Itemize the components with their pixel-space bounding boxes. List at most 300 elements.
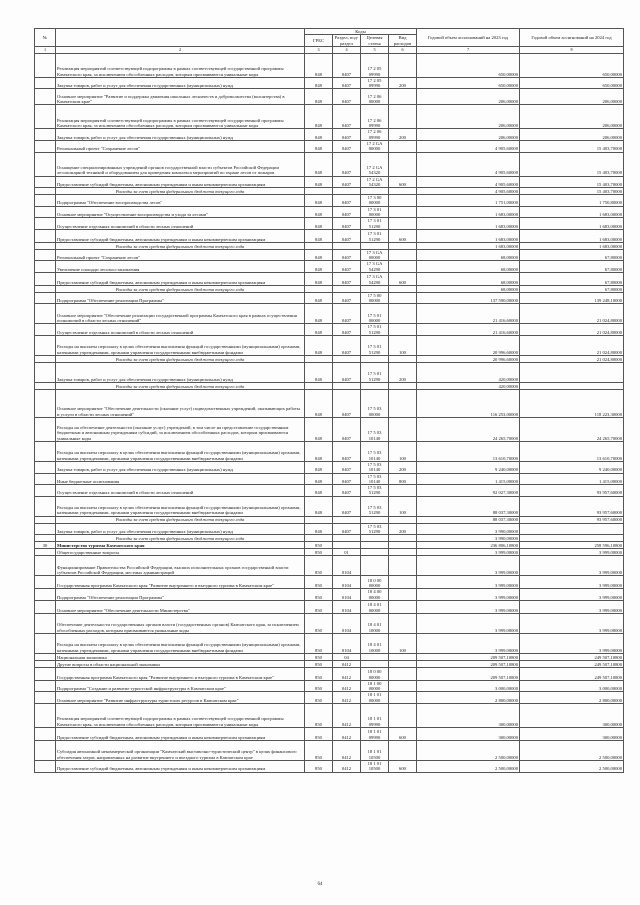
row-target: 17 5 01 51290 [361,336,389,356]
row-amount-2023: 116 253,00000 [417,390,520,418]
table-row [35,304,624,324]
header-name [56,29,305,47]
row-amount-2024: 67,80000 [520,272,624,285]
row-amount-2024: 1 683,00000 [520,218,624,230]
row-amount-2024: 249 507,10800 [520,653,624,660]
row-number [35,740,56,760]
row-amount-2024 [520,383,624,390]
row-name: Расходы за счет средств федерального бюджета текущего года [56,535,305,542]
row-target: 17 5 03 10140 [361,418,389,442]
row-name: Министерство туризма Камчатского края [56,542,305,549]
row-amount-2023: 206,00000 [417,105,520,129]
row-amount-2024 [520,523,624,535]
row-grbs: 850 [305,613,333,633]
row-section: 0407 [333,218,361,230]
table-row [35,692,624,704]
row-grbs: 848 [305,206,333,218]
table-row [35,589,624,601]
index-cell: 6 [389,46,417,53]
table-row [35,129,624,141]
table-row [35,218,624,230]
row-number [35,188,56,195]
row-amount-2024: 93 957,60000 [520,485,624,497]
row-exp-type [389,576,417,589]
row-name: Расходы за счет средств федерального бюджета текущего года [56,188,305,195]
row-name: Осуществление отдельных полномочий в области лесных отношений [56,485,305,497]
row-amount-2024: 67,80000 [520,261,624,273]
row-target [361,535,389,542]
row-amount-2023: 1 683,00000 [417,218,520,230]
row-amount-2024: 139 248,10000 [520,292,624,304]
row-number [35,261,56,273]
row-amount-2024: 1 415,00000 [520,473,624,485]
row-number [35,760,56,772]
row-exp-type: 100 [389,496,417,516]
row-amount-2024: 2 800,00000 [520,692,624,704]
row-exp-type [389,195,417,207]
row-number [35,89,56,105]
row-amount-2024: 1 683,00000 [520,206,624,218]
index-cell: 2 [56,46,305,53]
row-target [361,242,389,249]
row-amount-2024: 21 024,80000 [520,324,624,336]
row-exp-type [389,152,417,176]
row-section: 0407 [333,304,361,324]
row-amount-2024: 1 683,00000 [520,242,624,249]
row-grbs: 848 [305,304,333,324]
row-target [361,356,389,363]
row-section: 0407 [333,485,361,497]
table-row [35,653,624,660]
row-amount-2024: 249 507,10800 [520,660,624,667]
row-amount-2023: 13 610,70000 [417,442,520,462]
row-amount-2024: 3 999,00000 [520,556,624,576]
row-section: 0407 [333,496,361,516]
row-amount-2024: 3 000,00000 [520,680,624,692]
row-grbs: 848 [305,496,333,516]
row-amount-2023: 3 999,00000 [417,576,520,589]
row-amount-2024: 93 957,60000 [520,496,624,516]
row-section: 0407 [333,249,361,261]
row-grbs [305,535,333,542]
row-grbs: 850 [305,542,333,549]
table-row [35,613,624,633]
row-number [35,304,56,324]
row-grbs: 848 [305,363,333,383]
row-amount-2024: 118 223,30000 [520,390,624,418]
row-exp-type [389,89,417,105]
row-section: 0412 [333,692,361,704]
row-name: Закупка товаров, работ и услуг для обеспечения государственных (муниципальных) нужд [56,77,305,89]
row-target: 17 3 GA 54290 [361,272,389,285]
row-exp-type: 100 [389,442,417,462]
row-exp-type: 200 [389,77,417,89]
row-exp-type [389,292,417,304]
row-number [35,195,56,207]
row-grbs: 848 [305,418,333,442]
row-amount-2023: 24 265,70000 [417,418,520,442]
row-amount-2024: 24 265,70000 [520,418,624,442]
row-amount-2023: 20 996,60000 [417,356,520,363]
row-amount-2023: 4 905,60000 [417,176,520,188]
row-amount-2023: 300,00000 [417,703,520,727]
row-amount-2023: 4 905,60000 [417,140,520,152]
table-row [35,261,624,273]
row-exp-type: 200 [389,462,417,474]
row-amount-2023: 420,00000 [417,383,520,390]
row-name: Оснащение специализированных учреждений органов государственной власти субъектов Российской Федерации лесопожарной техникой и оборудованием для проведения комплекса мероприятий по охране лесов от пожаров [56,152,305,176]
row-name: Расходы на выплаты персоналу в целях обеспечения выполнения функций государственными (муниципальными) органами, казенными учреждениями, органами управления государственными внебюджетными фондами [56,336,305,356]
table-row [35,195,624,207]
row-target: 18 1 01 09990 [361,703,389,727]
row-target: 17 3 01 51290 [361,218,389,230]
row-target: 18 1 01 00000 [361,692,389,704]
row-name: Предоставление субсидий бюджетным, автономным учреждениям и иным некоммерческим организациям [56,727,305,740]
row-name: Подпрограмма "Обеспечение воспроизводства лесов" [56,195,305,207]
row-name: Реализация мероприятий соответствующей подпрограммы в рамках соответствующей государственной программы Камчатского края, за исключением обособленных расходов, которым присваиваются уникальные коды [56,53,305,77]
row-grbs: 850 [305,727,333,740]
row-amount-2023: 1 683,00000 [417,242,520,249]
table-row [35,383,624,390]
row-amount-2024: 2 500,00000 [520,760,624,772]
table-row [35,140,624,152]
row-exp-type [389,261,417,273]
row-number [35,556,56,576]
row-amount-2024: 3 999,00000 [520,576,624,589]
row-exp-type [389,383,417,390]
row-section: 0407 [333,140,361,152]
row-target: 17 2 06 00000 [361,89,389,105]
row-section: 0407 [333,77,361,89]
row-amount-2023: 209 507,10800 [417,667,520,680]
row-section: 0412 [333,703,361,727]
table-row [35,549,624,556]
row-target: 17 5 03 10140 [361,442,389,462]
row-amount-2024: 15 403,70000 [520,176,624,188]
row-grbs [305,188,333,195]
row-name: Основное мероприятие "Развитие инфраструктуры туристских ресурсов в Камчатском крае" [56,692,305,704]
table-row [35,473,624,485]
table-row [35,633,624,653]
row-amount-2023: 300,00000 [417,727,520,740]
row-amount-2024 [520,535,624,542]
row-target: 17 2 GA 54320 [361,152,389,176]
row-number [35,516,56,523]
row-name: Закупка товаров, работ и услуг для обеспечения государственных (муниципальных) нужд [56,363,305,383]
table-row [35,272,624,285]
header-codes: Коды [305,29,417,35]
table-row [35,600,624,613]
row-section: 0407 [333,336,361,356]
row-exp-type [389,653,417,660]
table-row [35,496,624,516]
row-number [35,242,56,249]
row-target [361,542,389,549]
row-exp-type: 600 [389,727,417,740]
table-row [35,77,624,89]
row-exp-type [389,692,417,704]
row-number: 30 [35,542,56,549]
row-exp-type: 800 [389,473,417,485]
row-amount-2024: 9 240,00000 [520,462,624,474]
row-amount-2024: 206,00000 [520,105,624,129]
row-number [35,53,56,77]
row-name: Функционирование Правительства Российской Федерации, высших исполнительных органов государственной власти субъектов Российской Федерации, местных администраций [56,556,305,576]
row-exp-type [389,703,417,727]
row-amount-2024: 206,00000 [520,129,624,141]
row-exp-type [389,680,417,692]
row-grbs: 850 [305,680,333,692]
row-section: 0407 [333,195,361,207]
row-number [35,549,56,556]
row-exp-type [389,485,417,497]
row-target: 17 3 GA 54290 [361,261,389,273]
row-grbs: 848 [305,229,333,242]
row-section: 0412 [333,740,361,760]
row-number [35,249,56,261]
row-name: Подпрограмма "Создание и развитие туристской инфраструктуры в Камчатском крае" [56,680,305,692]
budget-table [34,28,624,773]
row-target [361,188,389,195]
row-name: Другие вопросы в области национальной экономики [56,660,305,667]
row-exp-type [389,549,417,556]
row-name: Государственная программа Камчатского края "Развитие внутреннего и въездного туризма в Камчатском крае" [56,576,305,589]
row-amount-2023: 92 027,30000 [417,485,520,497]
row-section: 0104 [333,600,361,613]
row-grbs: 850 [305,660,333,667]
row-grbs: 848 [305,473,333,485]
row-number [35,140,56,152]
header-2023: Годовой объем ассигнований на 2023 год [417,29,520,47]
row-section: 0407 [333,324,361,336]
row-section: 0104 [333,576,361,589]
row-section: 0407 [333,462,361,474]
table-row [35,336,624,356]
row-amount-2024: 67,80000 [520,249,624,261]
row-name: Обеспечение деятельности государственных органов власти (государственных органов) Камчатского края, за исключением обособленных расходов, которым присваиваются уникальные коды [56,613,305,633]
row-grbs: 848 [305,272,333,285]
row-number [35,442,56,462]
row-target [361,660,389,667]
header-section: Раздел, под-раздел [333,35,361,47]
row-grbs [305,516,333,523]
row-section: 0104 [333,556,361,576]
row-section: 0407 [333,206,361,218]
row-name: Предоставление субсидий бюджетным, автономным учреждениям и иным некоммерческим организациям [56,229,305,242]
row-exp-type [389,667,417,680]
row-grbs: 850 [305,740,333,760]
row-amount-2023: 1 683,00000 [417,229,520,242]
row-number [35,218,56,230]
table-row [35,523,624,535]
row-amount-2023: 3 999,00000 [417,589,520,601]
row-exp-type [389,542,417,549]
row-number [35,324,56,336]
row-name: Осуществление отдельных полномочий в области лесных отношений [56,324,305,336]
row-name: Закупка товаров, работ и услуг для обеспечения государственных (муниципальных) нужд [56,462,305,474]
table-row [35,760,624,772]
row-amount-2023: 206,00000 [417,89,520,105]
row-grbs: 850 [305,549,333,556]
row-amount-2023: 2 500,00000 [417,740,520,760]
row-exp-type [389,613,417,633]
row-amount-2024: 3 999,00000 [520,549,624,556]
row-amount-2023: 3 999,00000 [417,613,520,633]
row-target [361,653,389,660]
row-grbs [305,285,333,292]
row-amount-2023: 206,00000 [417,129,520,141]
row-number [35,535,56,542]
row-section: 0407 [333,292,361,304]
index-cell: 4 [333,46,361,53]
table-row [35,703,624,727]
row-number [35,692,56,704]
table-row [35,363,624,383]
row-section [333,516,361,523]
row-name: Предоставление субсидий бюджетным, автономным учреждениям и иным некоммерческим организациям [56,272,305,285]
row-number [35,462,56,474]
row-number [35,660,56,667]
row-section: 0407 [333,152,361,176]
row-name: Основное мероприятие "Обеспечение реализации государственной программы Камчатского края в рамках осуществления полномочий в области лесных отношений" [56,304,305,324]
row-amount-2024: 3 999,00000 [520,600,624,613]
row-name: Иные бюджетные ассигнования [56,473,305,485]
row-grbs: 850 [305,633,333,653]
row-amount-2023: 68,00000 [417,272,520,285]
row-section [333,535,361,542]
row-amount-2024: 300,00000 [520,727,624,740]
row-name: Реализация мероприятий соответствующей подпрограммы в рамках соответствующей государственной программы Камчатского края, за исключением обособленных расходов, которым присваиваются уникальные коды [56,105,305,129]
row-name: Расходы на выплаты персоналу в целях обеспечения выполнения функций государственными (муниципальными) органами, казенными учреждениями, органами управления государственными внебюджетными фондами [56,496,305,516]
row-grbs: 848 [305,218,333,230]
row-target: 17 3 00 00000 [361,195,389,207]
table-row [35,740,624,760]
row-exp-type [389,218,417,230]
row-exp-type: 200 [389,129,417,141]
row-name: Расходы на выплаты персоналу в целях обеспечения выполнения функций государственными (муниципальными) органами, казенными учреждениями, органами управления государственными внебюджетными фондами [56,633,305,653]
row-amount-2023: 236 806,10800 [417,542,520,549]
row-name: Расходы на обеспечение деятельности (оказание услуг) учреждений, в том числе на предоставление государственным бюджетным и автономным учреждениям субсидий, за исключением обособленных расходов, которым присваиваются уникальные коды [56,418,305,442]
row-section: 04 [333,653,361,660]
row-grbs: 848 [305,485,333,497]
row-grbs: 848 [305,523,333,535]
row-section [333,285,361,292]
row-target: 18 1 00 00000 [361,680,389,692]
index-cell: 7 [417,46,520,53]
table-row [35,242,624,249]
row-section [333,542,361,549]
table-row [35,667,624,680]
row-exp-type [389,740,417,760]
row-target: 17 5 03 10140 [361,473,389,485]
row-section: 01 [333,549,361,556]
row-amount-2023: 3 999,00000 [417,633,520,653]
row-name: Осуществление отдельных полномочий в области лесных отношений [56,218,305,230]
row-exp-type: 100 [389,336,417,356]
row-exp-type [389,600,417,613]
row-number [35,727,56,740]
row-grbs: 848 [305,176,333,188]
row-exp-type [389,188,417,195]
table-row [35,576,624,589]
header-2024: Годовой объем ассигнований на 2024 год [520,29,624,47]
row-amount-2023: 68,00000 [417,261,520,273]
row-number [35,292,56,304]
row-amount-2023: 3 999,00000 [417,600,520,613]
row-section [333,188,361,195]
row-name: Закупка товаров, работ и услуг для обеспечения государственных (муниципальных) нужд [56,129,305,141]
table-row [35,442,624,462]
row-section: 0407 [333,523,361,535]
row-grbs: 848 [305,140,333,152]
row-section: 0412 [333,660,361,667]
row-amount-2024: 15 403,70000 [520,152,624,176]
row-section: 0104 [333,633,361,653]
row-exp-type: 200 [389,523,417,535]
row-name: Закупка товаров, работ и услуг для обеспечения государственных (муниципальных) нужд [56,523,305,535]
row-amount-2023: 2 800,00000 [417,692,520,704]
row-amount-2024: 258 596,10800 [520,542,624,549]
row-amount-2024: 13 610,70000 [520,442,624,462]
row-amount-2024: 15 403,70000 [520,188,624,195]
row-exp-type: 600 [389,272,417,285]
row-grbs: 850 [305,667,333,680]
row-amount-2024: 650,00000 [520,77,624,89]
row-name: Предоставление субсидий бюджетным, автономным учреждениям и иным некоммерческим организациям [56,760,305,772]
row-grbs: 848 [305,292,333,304]
row-section: 0407 [333,176,361,188]
row-amount-2023: 2 500,00000 [417,760,520,772]
row-target [361,556,389,576]
row-exp-type [389,140,417,152]
row-section: 0407 [333,229,361,242]
table-row [35,390,624,418]
row-grbs: 848 [305,442,333,462]
row-amount-2023: 209 507,10800 [417,653,520,660]
row-number [35,703,56,727]
row-amount-2023: 68,00000 [417,249,520,261]
row-grbs: 850 [305,760,333,772]
row-grbs: 848 [305,462,333,474]
row-exp-type: 600 [389,229,417,242]
row-amount-2023: 3 990,00000 [417,535,520,542]
row-amount-2023: 650,00000 [417,53,520,77]
row-grbs: 848 [305,336,333,356]
row-grbs [305,242,333,249]
row-name: Предоставление субсидий бюджетным, автономным учреждениям и иным некоммерческим организациям [56,176,305,188]
table-row [35,324,624,336]
row-target: 17 2 05 09990 [361,53,389,77]
table-row [35,462,624,474]
row-number [35,77,56,89]
table-row [35,356,624,363]
page-number: 64 [317,882,323,887]
row-number [35,600,56,613]
row-target: 18 1 01 09990 [361,727,389,740]
row-target: 18 0 00 00000 [361,576,389,589]
row-target: 18 4 00 00000 [361,589,389,601]
table-row [35,229,624,242]
row-section: 0407 [333,442,361,462]
row-number [35,206,56,218]
row-target: 18 4 01 10000 [361,613,389,633]
row-exp-type [389,206,417,218]
row-exp-type [389,285,417,292]
row-exp-type [389,53,417,77]
row-amount-2024: 2 500,00000 [520,740,624,760]
row-amount-2023: 1 415,00000 [417,473,520,485]
row-target: 17 3 01 00000 [361,206,389,218]
